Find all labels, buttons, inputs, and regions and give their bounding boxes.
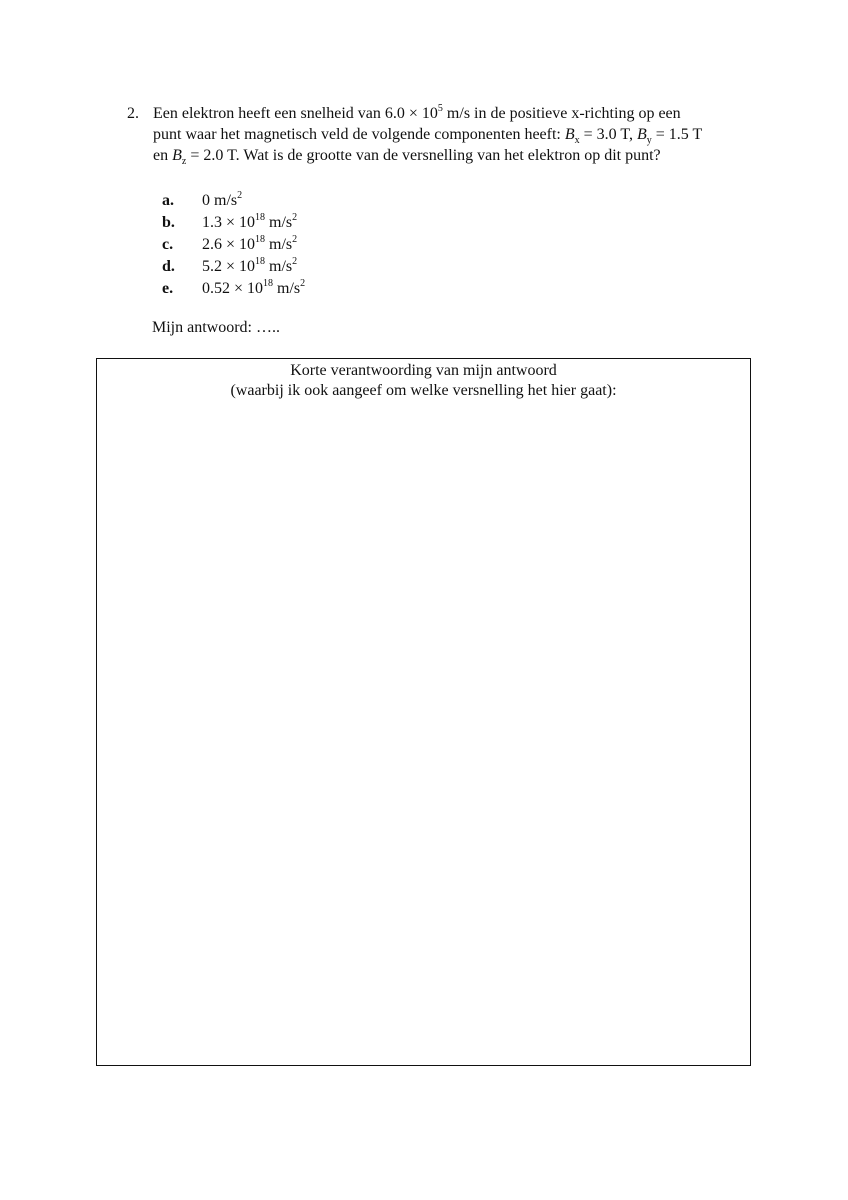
justification-title: [97, 361, 750, 401]
bx-symbol: B: [564, 126, 575, 143]
question-line-2: [153, 124, 767, 145]
option-unit: m/s: [265, 214, 293, 231]
bx-subscript: x: [574, 135, 580, 147]
question-line-3: [153, 145, 767, 166]
option-value: 0 m/s: [202, 192, 238, 209]
option-c: [162, 234, 305, 256]
option-exponent: 18: [263, 277, 274, 289]
option-value: 1.3 × 10: [202, 214, 256, 231]
option-letter: a.: [162, 192, 174, 209]
option-letter: c.: [162, 236, 174, 253]
question-block: [127, 103, 767, 166]
justification-title-line-1: Korte verantwoording van mijn antwoord: [290, 362, 557, 379]
bx-value: = 3.0 T,: [579, 126, 637, 143]
justification-box[interactable]: [96, 358, 751, 1066]
option-e: [162, 278, 305, 300]
option-a: [162, 190, 305, 212]
bz-symbol: B: [172, 147, 182, 164]
justification-title-line-2: (waarbij ik ook aangeef om welke versnelling het hier gaat):: [230, 382, 617, 399]
option-unit-exponent: 2: [292, 211, 298, 223]
option-exponent: 18: [255, 233, 266, 245]
velocity-exponent: 5: [437, 102, 443, 114]
bz-value: = 2.0 T. Wat is de grootte van de versnelling van het elektron op dit punt?: [186, 147, 661, 164]
option-value: 5.2 × 10: [202, 258, 256, 275]
option-exponent: 18: [255, 255, 266, 267]
option-unit-exponent: 2: [292, 255, 298, 267]
option-d: [162, 256, 305, 278]
option-value: 0.52 × 10: [202, 280, 264, 297]
by-value: = 1.5 T: [651, 126, 703, 143]
option-unit-exponent: 2: [292, 233, 298, 245]
question-line-1-post: m/s in de positieve x-richting op een: [442, 105, 681, 122]
by-symbol: B: [636, 126, 647, 143]
option-unit: m/s: [265, 258, 293, 275]
question-line-3-pre: en: [153, 147, 173, 164]
option-unit-exponent: 2: [300, 277, 306, 289]
answer-options: [162, 190, 305, 300]
option-letter: b.: [162, 214, 175, 231]
option-b: [162, 212, 305, 234]
question-line-1: [153, 103, 767, 124]
by-subscript: y: [646, 135, 652, 147]
option-unit-exponent: 2: [237, 189, 243, 201]
option-unit: m/s: [273, 280, 301, 297]
question-line-1-pre: Een elektron heeft een snelheid van 6.0 × 10: [153, 105, 438, 122]
option-letter: e.: [162, 280, 174, 297]
question-line-2-pre: punt waar het magnetisch veld de volgende componenten heeft:: [153, 126, 565, 143]
option-letter: d.: [162, 258, 175, 275]
option-unit: m/s: [265, 236, 293, 253]
option-exponent: 18: [255, 211, 266, 223]
bz-subscript: z: [181, 156, 187, 168]
option-value: 2.6 × 10: [202, 236, 256, 253]
question-text: [153, 103, 767, 166]
my-answer-field[interactable]: Mijn antwoord: …..: [152, 319, 280, 336]
question-number: 2.: [127, 105, 139, 122]
